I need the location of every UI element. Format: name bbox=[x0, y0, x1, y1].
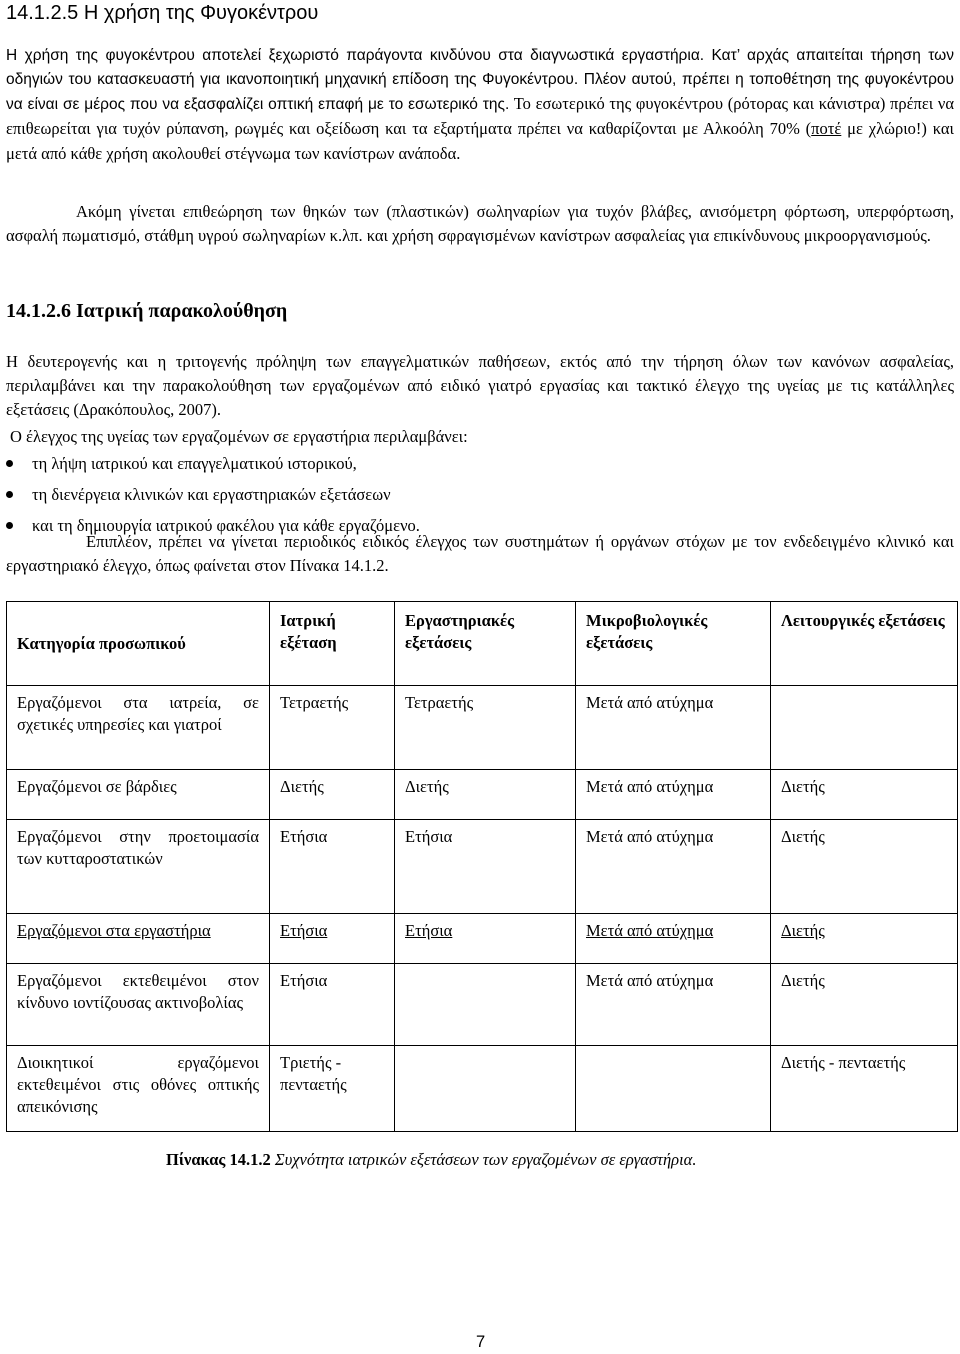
table-row bbox=[7, 914, 958, 964]
exam-frequency-table bbox=[6, 601, 958, 1132]
table-caption bbox=[166, 1150, 696, 1170]
table-cell: Μετά από ατύχημα bbox=[576, 964, 771, 1046]
table-cell bbox=[576, 1046, 771, 1132]
table-cell: Εργαζόμενοι στην προετοιμασία των κυτταροστατικών bbox=[7, 820, 270, 914]
table-header: Κατηγορία προσωπικού bbox=[7, 602, 270, 686]
paragraph-periodic: Επιπλέον, πρέπει να γίνεται περιοδικός ειδικός έλεγχος των συστημάτων ή οργάνων στόχων με τον ενδεδειγμένο κλινικό και εργαστηριακό έλεγχο, όπως φαίνεται στον Πίνακα 14.1.2. bbox=[6, 532, 954, 575]
table-cell bbox=[395, 1046, 576, 1132]
paragraph-health-check: Ο έλεγχος της υγείας των εργαζομένων σε εργαστήρια περιλαμβάνει: bbox=[10, 427, 468, 446]
list-item-text: τη διενέργεια κλινικών και εργαστηριακών εξετάσεων bbox=[32, 485, 391, 504]
table-cell: Ετήσια bbox=[270, 964, 395, 1046]
table-cell: Μετά από ατύχημα bbox=[576, 770, 771, 820]
paragraph-tubes: Ακόμη γίνεται επιθεώρηση των θηκών των (πλαστικών) σωληναρίων για τυχόν βλάβες, ανισόμετρη φόρτωση, υπερφόρτωση, ασφαλή πωματισμό, στάθμη υγρού σωληναρίων κ.λπ. και χρήση σφραγισμένων κανίστρων ασφαλείας για επικίνδυνους μικροοργανισμούς. bbox=[6, 202, 954, 245]
table-header: Λειτουργικές εξετάσεις bbox=[771, 602, 958, 686]
section-heading: 14.1.2.5 Η χρήση της Φυγοκέντρου bbox=[6, 2, 319, 24]
table-cell bbox=[771, 686, 958, 770]
table-cell: Εργαζόμενοι στα εργαστήρια bbox=[7, 914, 270, 964]
para1b-start: Το εσωτερικό της φυγοκέντρου (ρότορας και κάνιστρα) πρέπει να επιθεωρείται για τυχόν ρύπανση, ρωγμές και οξείδωση και τα εξαρτήματα πρέπει να καθαρίζονται με Αλκοόλη 70% ( bbox=[6, 94, 954, 138]
paragraph-centrifuge bbox=[6, 44, 954, 167]
page-number: 7 bbox=[476, 1333, 486, 1351]
table-cell: Διετής - πενταετής bbox=[771, 1046, 958, 1132]
table-row bbox=[7, 820, 958, 914]
para1b-underlined: ποτέ bbox=[811, 119, 842, 138]
bullet-icon bbox=[6, 491, 13, 498]
table-cell: Διετής bbox=[771, 914, 958, 964]
table-header: Μικροβιολογικές εξετάσεις bbox=[576, 602, 771, 686]
table-cell: Ετήσια bbox=[395, 820, 576, 914]
section2-heading: 14.1.2.6 Ιατρική παρακολούθηση bbox=[6, 300, 288, 322]
table-cell: Διετής bbox=[395, 770, 576, 820]
table-cell: Τετραετής bbox=[395, 686, 576, 770]
table-cell bbox=[395, 964, 576, 1046]
list-item bbox=[6, 452, 954, 483]
para1b-end: με χλώριο!) και μετά από κάθε χρήση ακολουθεί στέγνωμα των κανίστρων ανάποδα. bbox=[6, 119, 954, 163]
table-cell: Διοικητικοί εργαζόμενοι εκτεθειμένοι στις οθόνες οπτικής απεικόνισης bbox=[7, 1046, 270, 1132]
table-cell: Μετά από ατύχημα bbox=[576, 686, 771, 770]
list-item-text: τη λήψη ιατρικού και επαγγελματικού ιστορικού, bbox=[32, 454, 357, 473]
table-row bbox=[7, 1046, 958, 1132]
table-cell: Μετά από ατύχημα bbox=[576, 914, 771, 964]
table-row bbox=[7, 964, 958, 1046]
caption-text: Συχνότητα ιατρικών εξετάσεων των εργαζομένων σε εργαστήρια. bbox=[270, 1150, 697, 1169]
table-cell: Διετής bbox=[270, 770, 395, 820]
table-header-row bbox=[7, 602, 958, 686]
table-cell: Διετής bbox=[771, 770, 958, 820]
table-header: Εργαστηριακές εξετάσεις bbox=[395, 602, 576, 686]
table-cell: Διετής bbox=[771, 820, 958, 914]
table-cell: Ετήσια bbox=[395, 914, 576, 964]
table-cell: Εργαζόμενοι σε βάρδιες bbox=[7, 770, 270, 820]
table-cell: Εργαζόμενοι στα ιατρεία, σε σχετικές υπηρεσίες και γιατροί bbox=[7, 686, 270, 770]
table-row bbox=[7, 770, 958, 820]
list-item-text: και τη δημιουργία ιατρικού φακέλου για κάθε εργαζόμενο. bbox=[32, 516, 420, 535]
table-cell: Τριετής - πενταετής bbox=[270, 1046, 395, 1132]
table-cell: Μετά από ατύχημα bbox=[576, 820, 771, 914]
table-cell: Εργαζόμενοι εκτεθειμένοι στον κίνδυνο ιοντίζουσας ακτινοβολίας bbox=[7, 964, 270, 1046]
paragraph-centrifuge-text: Η χρήση της φυγοκέντρου αποτελεί ξεχωριστό παράγοντα κινδύνου στα διαγνωστικά εργαστήρια. Κατ’ αρχάς απαιτείται τήρηση των οδηγιών του κατασκευαστή για ικανοποιητική μηχανική επίδοση της Φυγοκέντρου. Πλέον αυτού, πρέπει η τοποθέτηση της φυγοκέντρου να είναι σε μέρος που να εξασφαλίζει οπτική επαφή με το εσωτερικό της. bbox=[6, 47, 954, 113]
caption-label: Πίνακας 14.1.2 bbox=[166, 1150, 271, 1169]
table-cell: Ετήσια bbox=[270, 914, 395, 964]
table-cell: Τετραετής bbox=[270, 686, 395, 770]
table-cell: Ετήσια bbox=[270, 820, 395, 914]
paragraph-medical: Η δευτερογενής και η τριτογενής πρόληψη των επαγγελματικών παθήσεων, εκτός από την τήρηση όλων των κανόνων ασφαλείας, περιλαμβάνει και την παρακολούθηση των εργαζομένων από ειδικό γιατρό εργασίας και τακτικό έλεγχο της υγείας με τις κατάλληλες εξετάσεις (Δρακόπουλος, 2007). bbox=[6, 352, 954, 419]
table-row bbox=[7, 686, 958, 770]
bullet-icon bbox=[6, 522, 13, 529]
table-cell: Διετής bbox=[771, 964, 958, 1046]
table-header: Ιατρική εξέταση bbox=[270, 602, 395, 686]
list-item bbox=[6, 483, 954, 514]
bullet-icon bbox=[6, 460, 13, 467]
